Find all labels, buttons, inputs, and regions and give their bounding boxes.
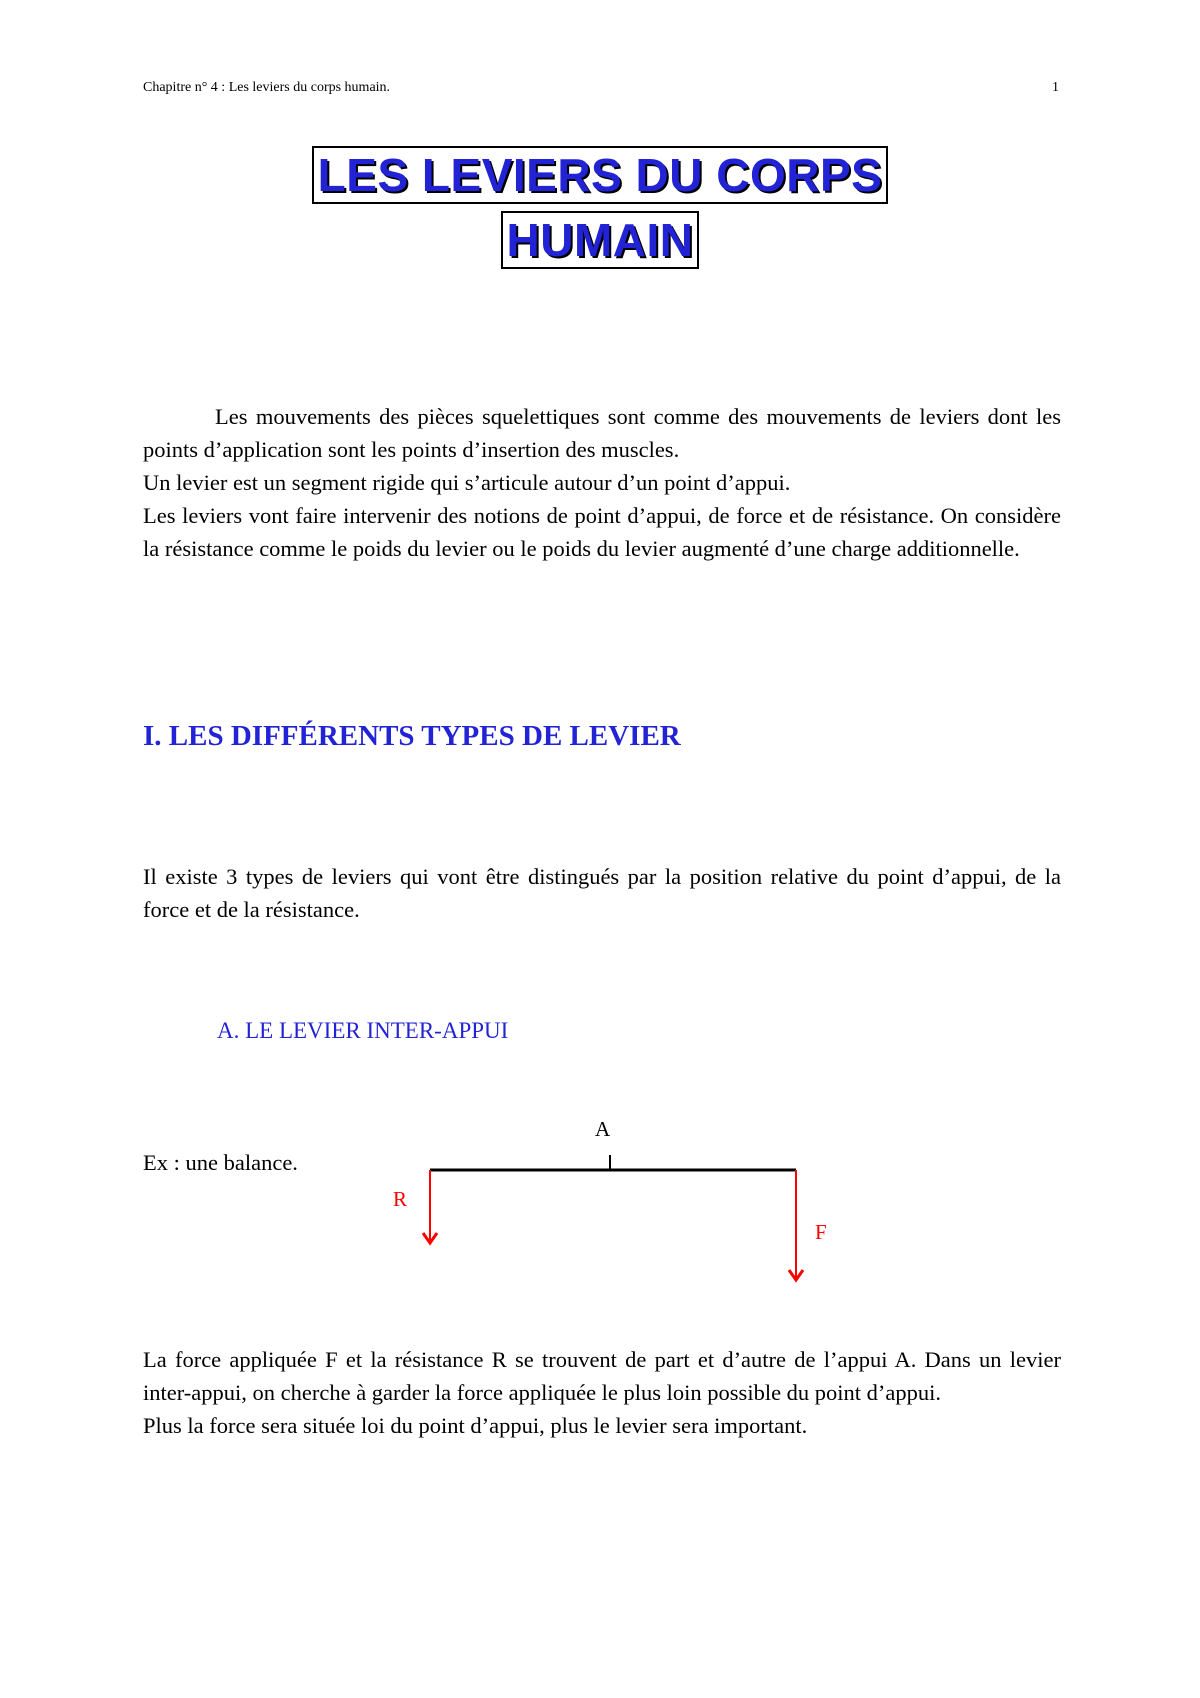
intro-paragraph-2: Un levier est un segment rigide qui s’articule autour d’un point d’appui. bbox=[143, 470, 791, 495]
page-number: 1 bbox=[1052, 80, 1059, 95]
force-label: F bbox=[815, 1220, 827, 1244]
intro-paragraph-1: Les mouvements des pièces squelettiques sont comme des mouvements de leviers dont les points d’application sont les points d’insertion des muscles. bbox=[143, 404, 1061, 462]
running-header: Chapitre n° 4 : Les leviers du corps humain. bbox=[143, 80, 391, 95]
lever-paragraph-2: Plus la force sera située loi du point d’appui, plus le levier sera important. bbox=[143, 1413, 808, 1438]
subsection-heading: A. LE LEVIER INTER-APPUI bbox=[217, 1018, 509, 1043]
document-title-line-1: LES LEVIERS DU CORPS bbox=[312, 146, 889, 204]
lever-paragraph-1: La force appliquée F et la résistance R se trouvent de part et d’autre de l’appui A. Dans un levier inter-appui, on cherche à garder la force appliquée le plus loin possible du point d’appui. bbox=[143, 1347, 1061, 1405]
types-section bbox=[143, 860, 1061, 926]
intro-section bbox=[143, 400, 1061, 565]
section-heading: I. LES DIFFÉRENTS TYPES DE LEVIER bbox=[143, 720, 681, 752]
resistance-label: R bbox=[393, 1187, 408, 1211]
lever-description bbox=[143, 1343, 1061, 1442]
example-label: Ex : une balance. bbox=[143, 1150, 298, 1175]
lever-diagram bbox=[380, 1115, 840, 1295]
intro-paragraph-3: Les leviers vont faire intervenir des notions de point d’appui, de force et de résistance. On considère la résistance comme le poids du levier ou le poids du levier augmenté d’une charge additionnelle. bbox=[143, 503, 1061, 561]
document-title-line-2: HUMAIN bbox=[501, 211, 700, 269]
title-line-1 bbox=[0, 146, 1200, 204]
pivot-label: A bbox=[595, 1117, 611, 1141]
types-paragraph: Il existe 3 types de leviers qui vont être distingués par la position relative du point d’appui, de la force et de la résistance. bbox=[143, 864, 1061, 922]
title-line-2 bbox=[0, 211, 1200, 269]
